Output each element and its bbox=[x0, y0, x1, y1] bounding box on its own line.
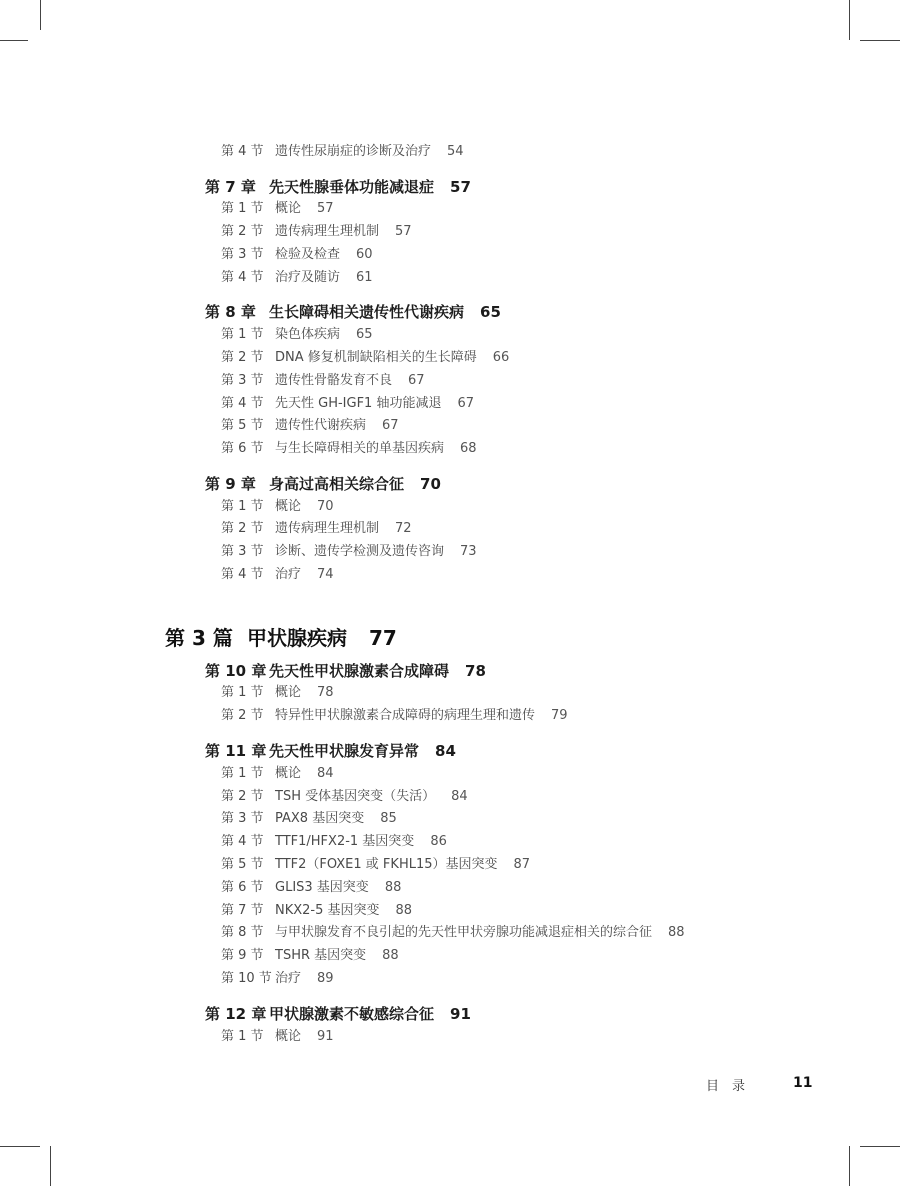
entry-number: 第 4 节 bbox=[221, 834, 264, 849]
crop-mark bbox=[0, 1146, 40, 1147]
entry-page: 79 bbox=[551, 708, 568, 723]
entry-page: 73 bbox=[460, 544, 477, 559]
entry-number: 第 4 节 bbox=[221, 144, 264, 159]
entry-number: 第 8 节 bbox=[221, 925, 264, 940]
entry-title: 遗传病理生理机制 bbox=[275, 224, 380, 239]
entry-title: 治疗 bbox=[275, 567, 302, 582]
crop-mark bbox=[40, 0, 41, 30]
page-number-wrap bbox=[793, 1075, 812, 1091]
entry-title: 遗传性骨骼发育不良 bbox=[275, 373, 393, 388]
entry-title: 检验及检查 bbox=[275, 247, 341, 262]
toc-section-entry[interactable] bbox=[221, 397, 474, 410]
entry-page: 91 bbox=[450, 1005, 471, 1023]
entry-page: 77 bbox=[369, 626, 397, 650]
entry-title: 特异性甲状腺激素合成障碍的病理生理和遗传 bbox=[275, 708, 536, 723]
entry-title: NKX2-5 基因突变 bbox=[275, 903, 380, 918]
entry-title: 概论 bbox=[275, 766, 302, 781]
toc-chapter-entry[interactable] bbox=[205, 664, 486, 679]
entry-number: 第 10 节 bbox=[221, 971, 272, 986]
toc-section-entry[interactable] bbox=[221, 248, 373, 261]
entry-page: 66 bbox=[492, 350, 510, 365]
entry-title: 先天性甲状腺激素合成障碍 bbox=[269, 662, 450, 680]
toc-section-entry[interactable] bbox=[221, 949, 399, 962]
crop-mark bbox=[849, 1146, 850, 1186]
entry-page: 86 bbox=[430, 834, 447, 849]
entry-title: 概论 bbox=[275, 201, 302, 216]
entry-page: 78 bbox=[465, 662, 486, 680]
entry-title: GLIS3 基因突变 bbox=[275, 880, 369, 895]
entry-number: 第 2 节 bbox=[221, 350, 264, 365]
entry-number: 第 10 章 bbox=[205, 662, 267, 680]
entry-number: 第 7 章 bbox=[205, 178, 256, 196]
entry-title: TTF2（FOXE1 或 FKHL15）基因突变 bbox=[275, 857, 498, 872]
toc-section-entry[interactable] bbox=[221, 835, 447, 848]
entry-title: TSH 受体基因突变（失活） bbox=[275, 789, 436, 804]
toc-section-entry[interactable] bbox=[221, 1030, 334, 1043]
entry-number: 第 7 节 bbox=[221, 903, 264, 918]
toc-section-entry[interactable] bbox=[221, 145, 464, 158]
entry-page: 70 bbox=[317, 499, 334, 514]
entry-title: 治疗 bbox=[275, 971, 302, 986]
entry-title: 先天性 GH-IGF1 轴功能减退 bbox=[275, 396, 442, 411]
entry-title: TTF1/HFX2-1 基因突变 bbox=[275, 834, 415, 849]
entry-page: 70 bbox=[420, 475, 441, 493]
toc-section-entry[interactable] bbox=[221, 500, 334, 513]
entry-page: 67 bbox=[408, 373, 425, 388]
entry-number: 第 1 节 bbox=[221, 1029, 264, 1044]
entry-title: 治疗及随访 bbox=[275, 270, 341, 285]
entry-title: DNA 修复机制缺陷相关的生长障碍 bbox=[275, 350, 477, 365]
toc-section-entry[interactable] bbox=[221, 374, 425, 387]
entry-title: 甲状腺疾病 bbox=[247, 626, 347, 650]
entry-title: TSHR 基因突变 bbox=[275, 948, 367, 963]
entry-title: 甲状腺激素不敏感综合征 bbox=[269, 1005, 435, 1023]
entry-page: 84 bbox=[317, 766, 334, 781]
entry-title: 概论 bbox=[275, 499, 302, 514]
toc-section-entry[interactable] bbox=[221, 328, 373, 341]
crop-mark bbox=[860, 1146, 900, 1147]
toc-chapter-entry[interactable] bbox=[205, 744, 456, 759]
entry-number: 第 1 节 bbox=[221, 327, 264, 342]
entry-number: 第 2 节 bbox=[221, 708, 264, 723]
toc-section-entry[interactable] bbox=[221, 568, 334, 581]
entry-page: 65 bbox=[356, 327, 373, 342]
crop-mark bbox=[860, 40, 900, 41]
entry-page: 88 bbox=[382, 948, 399, 963]
page-footer bbox=[706, 1075, 745, 1094]
entry-page: 67 bbox=[382, 418, 399, 433]
entry-page: 61 bbox=[356, 270, 373, 285]
page-number: 11 bbox=[793, 1075, 813, 1091]
entry-number: 第 4 节 bbox=[221, 270, 264, 285]
entry-title: 生长障碍相关遗传性代谢疾病 bbox=[269, 303, 465, 321]
entry-page: 74 bbox=[317, 567, 334, 582]
entry-page: 65 bbox=[480, 303, 501, 321]
toc-section-entry[interactable] bbox=[221, 225, 412, 238]
toc-section-entry[interactable] bbox=[221, 686, 334, 699]
entry-title: 遗传性尿崩症的诊断及治疗 bbox=[275, 144, 432, 159]
entry-number: 第 9 章 bbox=[205, 475, 256, 493]
entry-page: 72 bbox=[395, 521, 412, 536]
entry-number: 第 1 节 bbox=[221, 201, 264, 216]
entry-page: 88 bbox=[395, 903, 413, 918]
entry-number: 第 2 节 bbox=[221, 521, 264, 536]
entry-number: 第 5 节 bbox=[221, 857, 264, 872]
entry-number: 第 9 节 bbox=[221, 948, 264, 963]
entry-number: 第 3 节 bbox=[221, 811, 264, 826]
toc-section-entry[interactable] bbox=[221, 926, 685, 939]
entry-page: 84 bbox=[435, 742, 456, 760]
entry-title: 遗传性代谢疾病 bbox=[275, 418, 367, 433]
entry-number: 第 1 节 bbox=[221, 499, 264, 514]
entry-number: 第 8 章 bbox=[205, 303, 256, 321]
entry-number: 第 3 节 bbox=[221, 544, 264, 559]
toc-section-entry[interactable] bbox=[221, 767, 334, 780]
entry-title: 先天性甲状腺发育异常 bbox=[269, 742, 420, 760]
entry-title: 与生长障碍相关的单基因疾病 bbox=[275, 441, 445, 456]
entry-number: 第 5 节 bbox=[221, 418, 264, 433]
entry-number: 第 2 节 bbox=[221, 789, 264, 804]
toc-chapter-entry[interactable] bbox=[205, 305, 501, 320]
entry-page: 67 bbox=[457, 396, 475, 411]
entry-page: 57 bbox=[450, 178, 471, 196]
entry-number: 第 1 节 bbox=[221, 685, 264, 700]
entry-page: 89 bbox=[317, 971, 334, 986]
entry-number: 第 11 章 bbox=[205, 742, 267, 760]
entry-page: 88 bbox=[384, 880, 402, 895]
toc-section-entry[interactable] bbox=[221, 419, 399, 432]
entry-page: 84 bbox=[451, 789, 468, 804]
entry-title: 概论 bbox=[275, 685, 302, 700]
toc-section-entry[interactable] bbox=[221, 858, 530, 871]
entry-title: 身高过高相关综合征 bbox=[269, 475, 405, 493]
entry-number: 第 2 节 bbox=[221, 224, 264, 239]
toc-chapter-entry[interactable] bbox=[205, 180, 471, 195]
entry-page: 88 bbox=[668, 925, 685, 940]
toc-section-entry[interactable] bbox=[221, 709, 568, 722]
entry-number: 第 12 章 bbox=[205, 1005, 267, 1023]
toc-section-entry[interactable] bbox=[221, 522, 412, 535]
entry-page: 60 bbox=[356, 247, 373, 262]
entry-title: 先天性腺垂体功能减退症 bbox=[269, 178, 435, 196]
entry-number: 第 3 节 bbox=[221, 247, 264, 262]
entry-title: 诊断、遗传学检测及遗传咨询 bbox=[275, 544, 445, 559]
toc-section-entry[interactable] bbox=[221, 812, 397, 825]
entry-title: 染色体疾病 bbox=[275, 327, 341, 342]
entry-page: 54 bbox=[447, 144, 464, 159]
crop-mark bbox=[0, 40, 28, 41]
crop-mark bbox=[849, 0, 850, 40]
toc-section-entry[interactable] bbox=[221, 351, 509, 364]
footer-label: 目 录 bbox=[706, 1079, 746, 1094]
toc-chapter-entry[interactable] bbox=[205, 477, 441, 492]
entry-title: PAX8 基因突变 bbox=[275, 811, 365, 826]
entry-number: 第 6 节 bbox=[221, 880, 264, 895]
entry-page: 57 bbox=[395, 224, 412, 239]
entry-title: 遗传病理生理机制 bbox=[275, 521, 380, 536]
entry-number: 第 6 节 bbox=[221, 441, 264, 456]
entry-page: 85 bbox=[380, 811, 397, 826]
toc-section-entry[interactable] bbox=[221, 881, 401, 894]
entry-number: 第 4 节 bbox=[221, 396, 264, 411]
entry-page: 91 bbox=[317, 1029, 334, 1044]
toc-section-entry[interactable] bbox=[221, 972, 334, 985]
entry-page: 57 bbox=[317, 201, 334, 216]
toc-section-entry[interactable] bbox=[221, 202, 334, 215]
entry-number: 第 3 节 bbox=[221, 373, 264, 388]
entry-page: 87 bbox=[513, 857, 531, 872]
entry-title: 与甲状腺发育不良引起的先天性甲状旁腺功能减退症相关的综合征 bbox=[275, 925, 653, 940]
entry-number: 第 4 节 bbox=[221, 567, 264, 582]
toc-section-entry[interactable] bbox=[221, 271, 373, 284]
toc-section-entry[interactable] bbox=[221, 904, 412, 917]
toc-section-entry[interactable] bbox=[221, 442, 477, 455]
toc-chapter-entry[interactable] bbox=[205, 1007, 471, 1022]
entry-page: 68 bbox=[460, 441, 477, 456]
toc-section-entry[interactable] bbox=[221, 790, 468, 803]
entry-number: 第 1 节 bbox=[221, 766, 264, 781]
entry-page: 78 bbox=[317, 685, 334, 700]
toc-part-entry[interactable] bbox=[165, 628, 397, 648]
toc-section-entry[interactable] bbox=[221, 545, 477, 558]
crop-mark bbox=[50, 1146, 51, 1186]
entry-title: 概论 bbox=[275, 1029, 302, 1044]
entry-number: 第 3 篇 bbox=[165, 626, 233, 650]
